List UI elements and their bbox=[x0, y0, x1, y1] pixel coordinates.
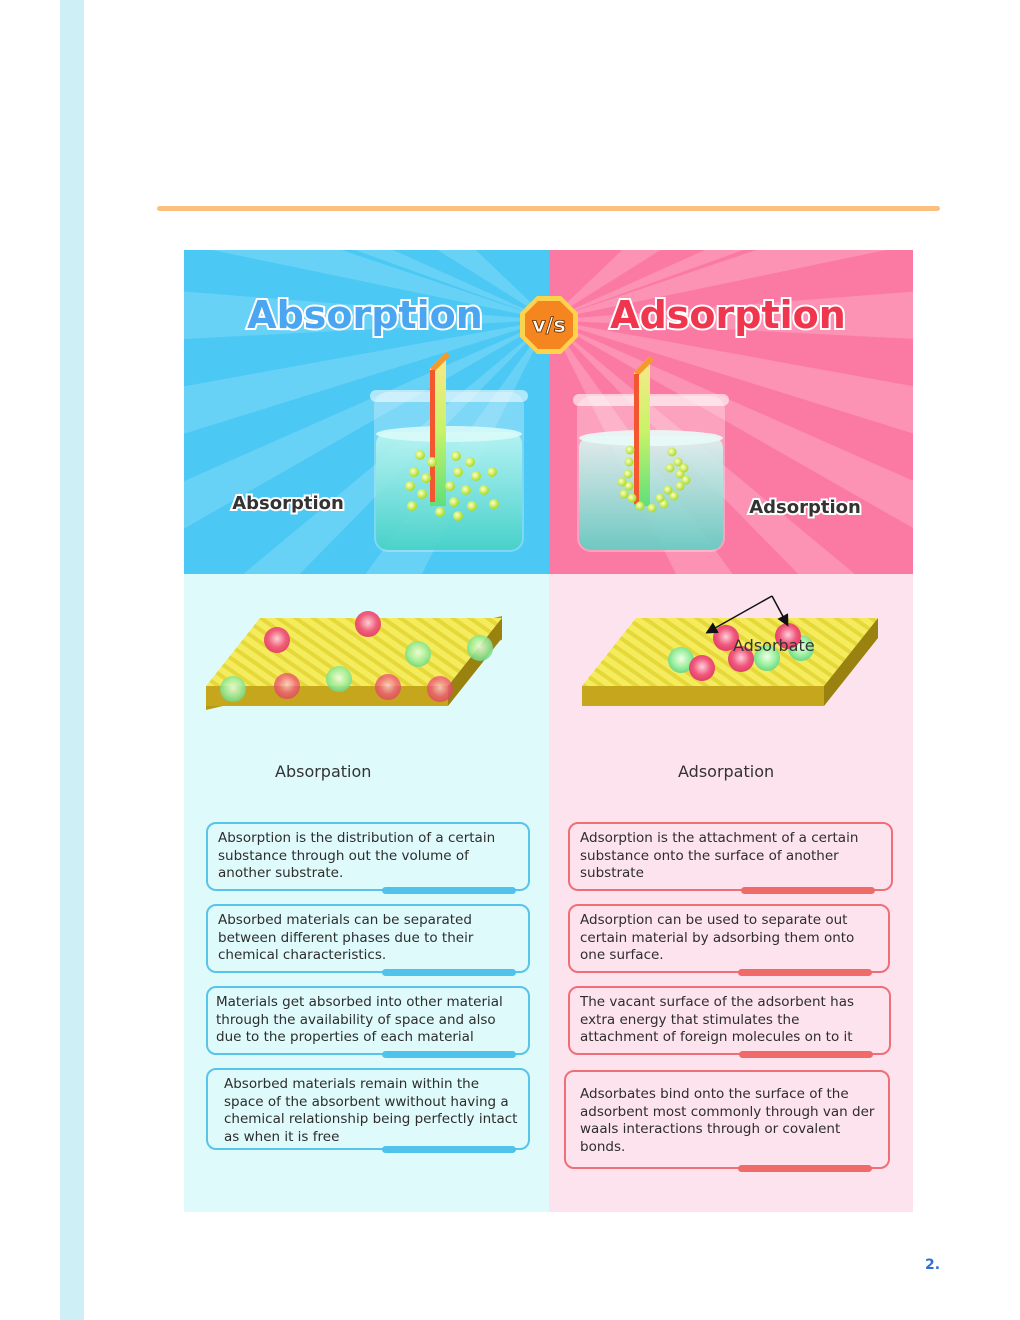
absorption-point-text: Absorbed materials remain within the space of the absorbent wwithout having a chemical relationship being perfectly intact as when it is free bbox=[224, 1076, 518, 1145]
absorption-point-card bbox=[206, 1068, 530, 1150]
absorption-point-card bbox=[206, 904, 530, 973]
adsorption-point-card bbox=[568, 822, 893, 891]
absorption-slab bbox=[206, 611, 502, 710]
card-accent-bar bbox=[382, 887, 516, 894]
card-accent-bar bbox=[739, 1051, 873, 1058]
adsorption-point-card bbox=[568, 904, 890, 973]
adsorption-point-text: Adsorption is the attachment of a certain substance onto the surface of another substrate bbox=[580, 830, 859, 881]
card-accent-bar bbox=[382, 969, 516, 976]
page-number: 2. bbox=[925, 1257, 941, 1273]
adsorbate-label: Adsorbate bbox=[733, 636, 815, 655]
title-adsorption: Adsorption bbox=[610, 293, 846, 337]
header-rule bbox=[157, 206, 940, 211]
surface-diagrams bbox=[184, 574, 913, 794]
card-accent-bar bbox=[741, 887, 875, 894]
absorption-diagram-caption: Absorpation bbox=[275, 762, 372, 781]
beaker-label-absorption: Absorption bbox=[232, 493, 344, 514]
absorption-point-card bbox=[206, 986, 530, 1055]
adsorption-point-card bbox=[568, 986, 891, 1055]
adsorption-point-text: The vacant surface of the adsorbent has extra energy that stimulates the attachment of foreign molecules on to it bbox=[580, 994, 854, 1045]
absorption-point-card bbox=[206, 822, 530, 891]
absorption-point-text: Absorbed materials can be separated between different phases due to their chemical characteristics. bbox=[218, 912, 474, 963]
absorption-point-text: Materials get absorbed into other material through the availability of space and also due to the properties of each material bbox=[216, 994, 503, 1045]
adsorption-point-text: Adsorbates bind onto the surface of the adsorbent most commonly through van der waals interactions through or covalent bonds. bbox=[580, 1086, 875, 1155]
comparison-banner bbox=[184, 250, 913, 574]
title-absorption: Absorption bbox=[247, 293, 483, 337]
absorption-point-text: Absorption is the distribution of a certain substance through out the volume of another substrate. bbox=[218, 830, 496, 881]
card-accent-bar bbox=[382, 1051, 516, 1058]
side-strip bbox=[60, 0, 84, 1320]
card-accent-bar bbox=[738, 969, 872, 976]
beaker-label-adsorption: Adsorption bbox=[749, 497, 861, 518]
card-accent-bar bbox=[738, 1165, 872, 1172]
infographic bbox=[184, 250, 913, 1212]
adsorption-slab bbox=[582, 596, 878, 706]
card-accent-bar bbox=[382, 1146, 516, 1153]
adsorption-point-text: Adsorption can be used to separate out certain material by adsorbing them onto one surface. bbox=[580, 912, 855, 963]
adsorption-diagram-caption: Adsorpation bbox=[678, 762, 775, 781]
versus-text: v/s bbox=[532, 313, 566, 337]
adsorption-point-card bbox=[564, 1070, 890, 1169]
